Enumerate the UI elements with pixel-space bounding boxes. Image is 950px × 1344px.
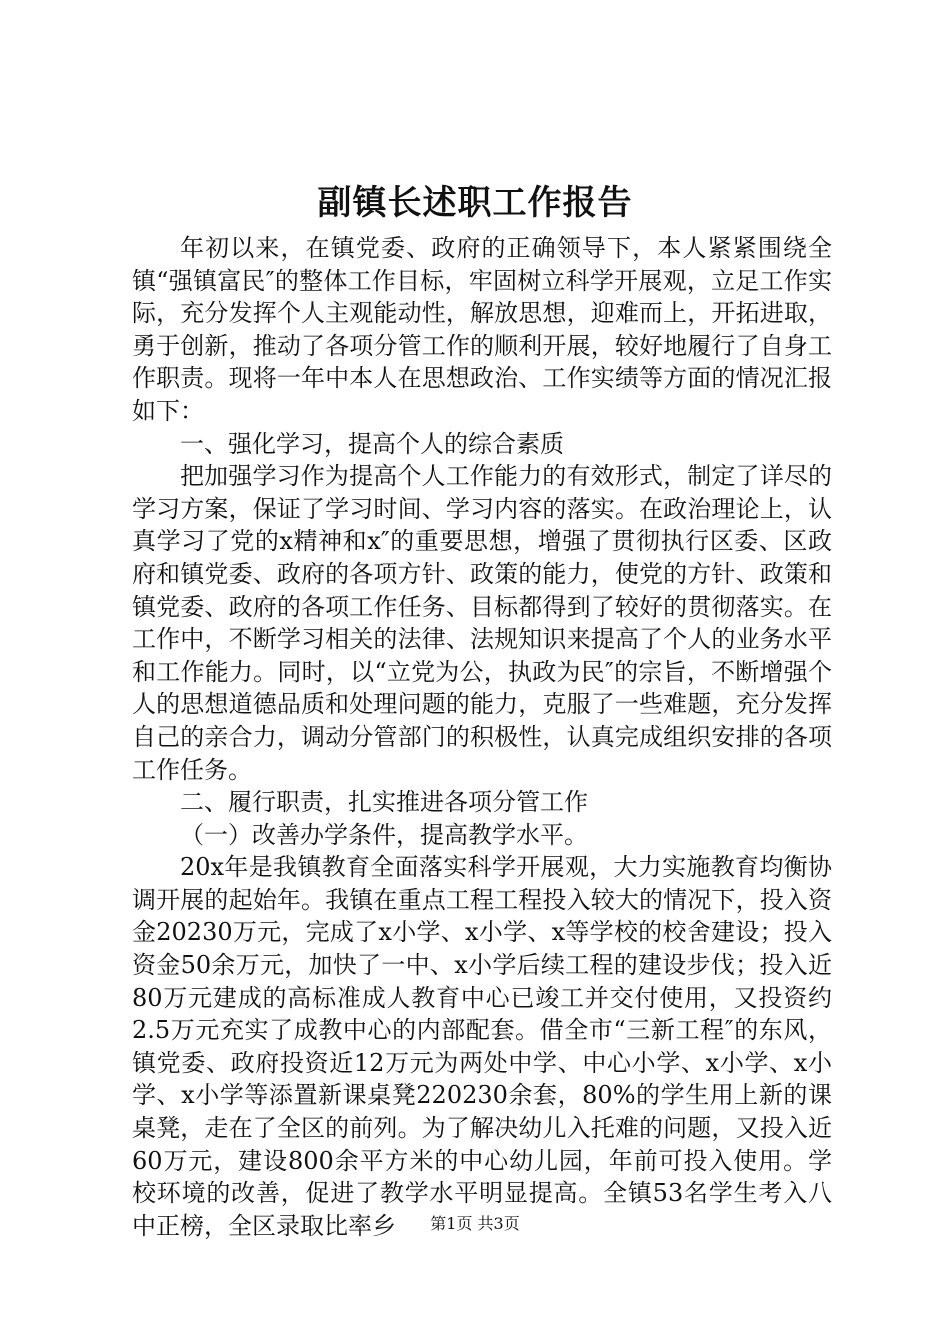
- page-footer: 第1页 共3页: [430, 1214, 520, 1233]
- document-body: [132, 232, 832, 1242]
- paragraph-intro: 年初以来，在镇党委、政府的正确领导下，本人紧紧围绕全镇“强镇富民″的整体工作目标，牢固树立科学开展观，立足工作实际，充分发挥个人主观能动性，解放思想，迎难而上，开拓进取，勇于创新，推动了各项分管工作的顺利开展，较好地履行了自身工作职责。现将一年中本人在思想政治、工作实绩等方面的情况汇报如下：: [132, 234, 832, 425]
- section-heading-2: 二、履行职责，扎实推进各项分管工作: [180, 788, 588, 817]
- document-title: 副镇长述职工作报告: [317, 183, 633, 223]
- paragraph-study: 把加强学习作为提高个人工作能力的有效形式，制定了详尽的学习方案，保证了学习时间、学习内容的落实。在政治理论上，认真学习了党的x精神和x″的重要思想，增强了贯彻执行区委、区政府和镇党委、政府的各项方针、政策的能力，使党的方针、政策和镇党委、政府的各项工作任务、目标都得到了较好的贯彻落实。在工作中，不断学习相关的法律、法规知识来提高了个人的业务水平和工作能力。同时，以“立党为公，执政为民″的宗旨，不断增强个人的思想道德品质和处理问题的能力，克服了一些难题，充分发挥自己的亲合力，调动分管部门的积极性，认真完成组织安排的各项工作任务。: [132, 462, 832, 784]
- subsection-heading-1: （一）改善办学条件，提高教学水平。: [180, 820, 588, 849]
- section-heading-1: 一、强化学习，提高个人的综合素质: [180, 429, 564, 458]
- paragraph-education: 20x年是我镇教育全面落实科学开展观，大力实施教育均衡协调开展的起始年。我镇在重点工程工程投入较大的情况下，投入资金20230万元，完成了x小学、x小学、x等学校的校舍建设；投入资金50余万元，加快了一中、x小学后续工程的建设步伐；投入近80万元建成的高标准成人教育中心已竣工并交付使用，又投资约2.5万元充实了成教中心的内部配套。借全市“三新工程″的东风，镇党委、政府投资近12万元为两处中学、中心小学、x小学、x小学、x小学等添置新课桌凳220230余套，80%的学生用上新的课桌凳，走在了全区的前列。为了解决幼儿入托难的问题，又投入近60万元，建设800余平方米的中心幼儿园，年前可投入使用。学校环境的改善，促进了教学水平明显提高。全镇53名学生考入八中正榜，全区录取比率乡: [132, 853, 832, 1240]
